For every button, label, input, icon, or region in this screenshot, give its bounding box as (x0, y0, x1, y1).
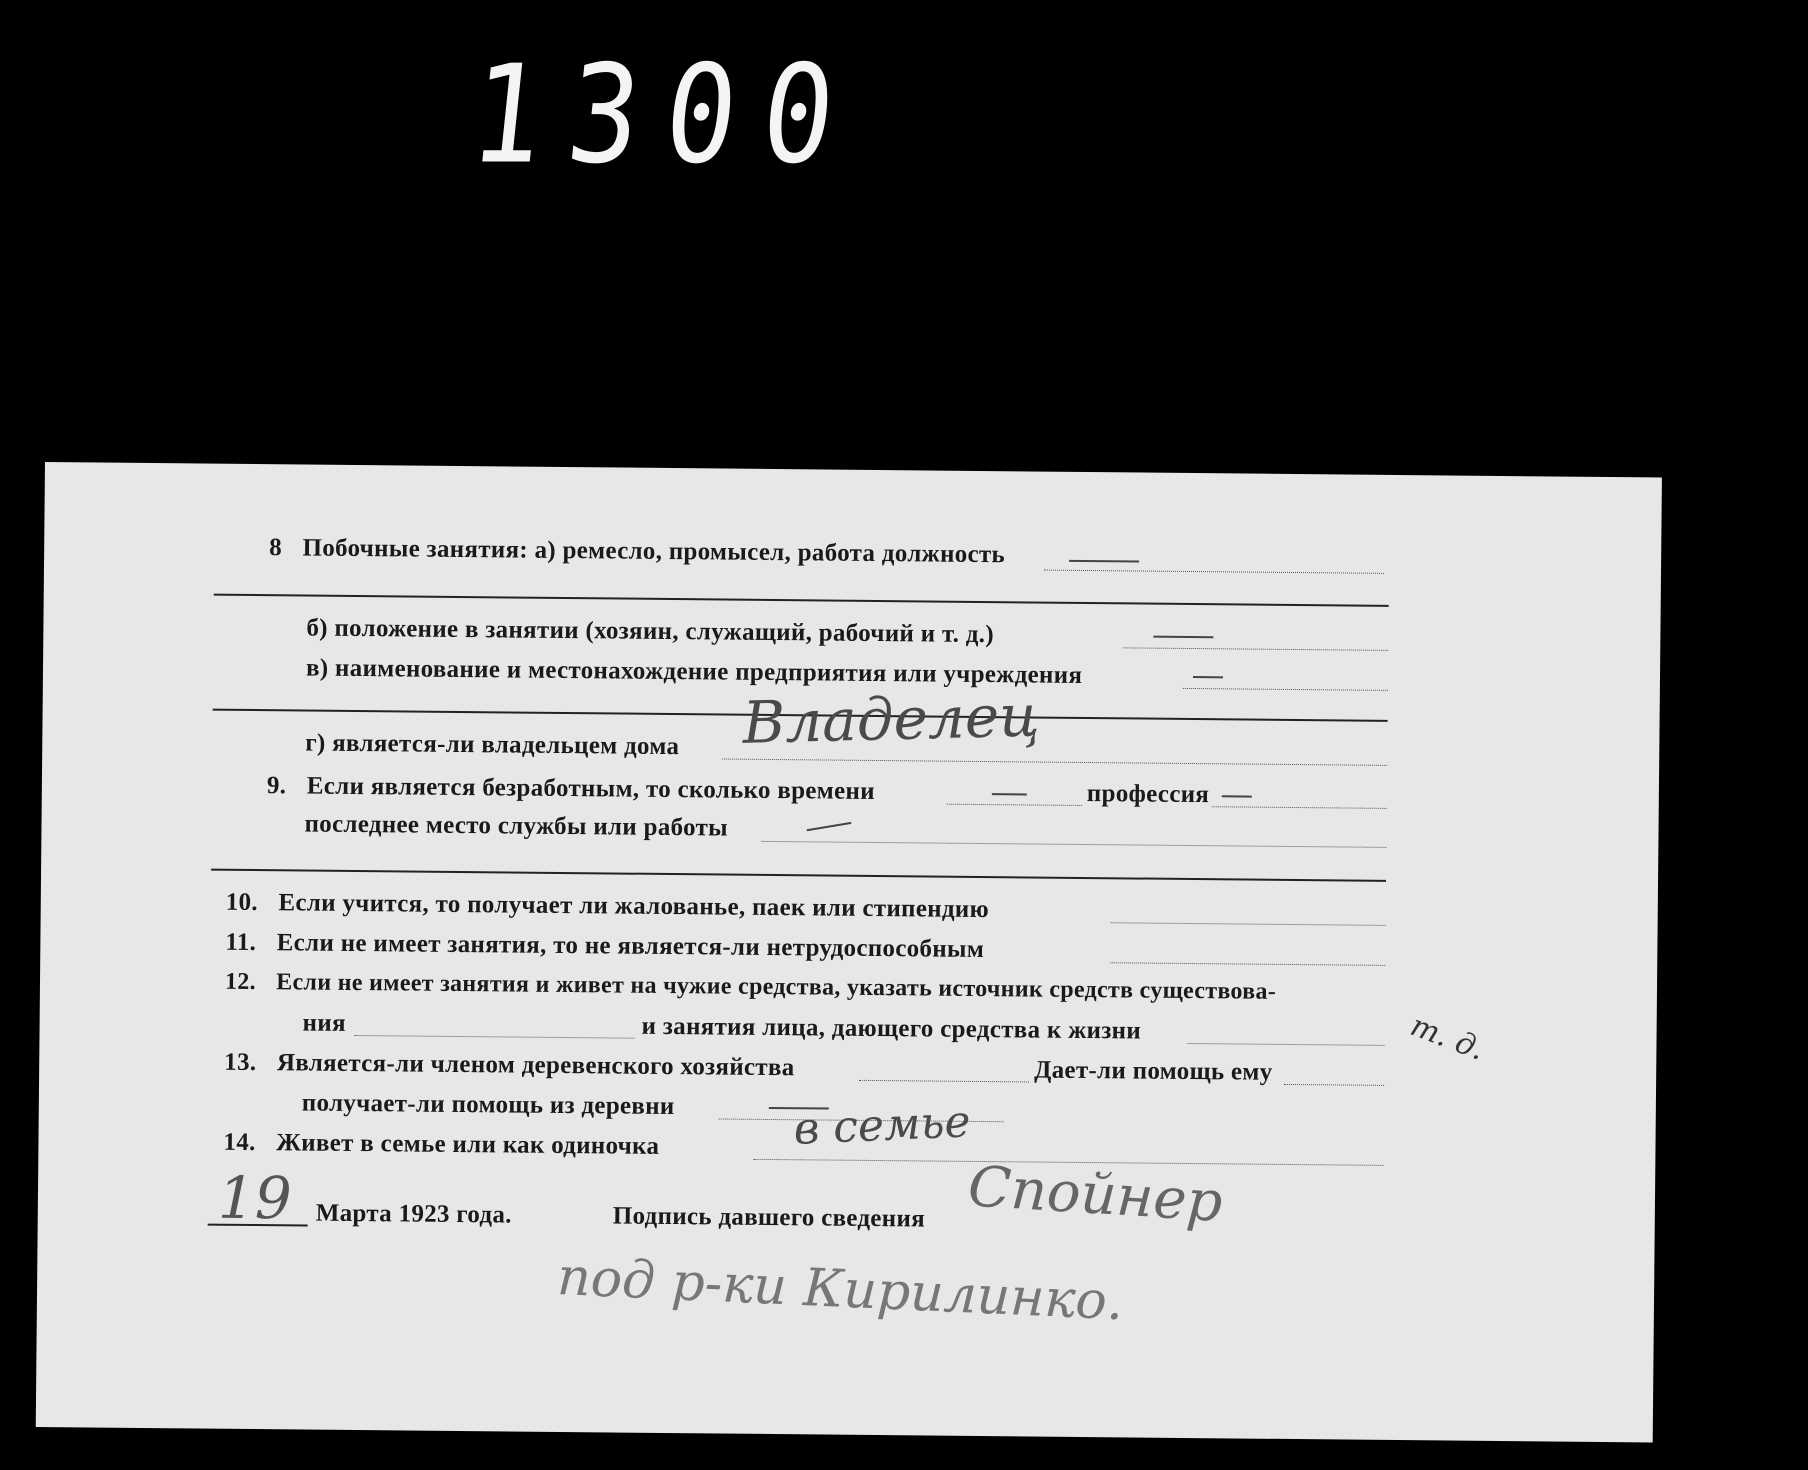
handwritten-margin-note: т. д. (1405, 1008, 1490, 1068)
q13-help-answer-line (1284, 1084, 1384, 1086)
q9-second-rule (211, 869, 1386, 882)
q9-time-dash (992, 793, 1027, 795)
handwritten-family: в семье (792, 1096, 972, 1155)
q13-text: Является-ли членом деревенского хозяйства (276, 1049, 795, 1082)
q10-number: 10. (225, 888, 259, 917)
q9-label (267, 772, 875, 806)
q12-line2-left: ния (302, 1009, 346, 1037)
q8a-text: Побочные занятия: а) ремесло, промысел, работа должность (302, 534, 1006, 569)
signature-label: Подпись давшего сведения (612, 1202, 926, 1233)
q9-last-job-text: последнее место службы или работы (304, 810, 729, 842)
q8a-dash (1069, 560, 1139, 563)
q8a-second-rule (214, 594, 1389, 607)
q9-time-answer-line (947, 804, 1082, 806)
q8d-answer-line (722, 759, 1387, 766)
q14-number: 14. (223, 1128, 256, 1157)
q12-source-answer-line (355, 1035, 635, 1039)
q13-help-label: Дает-ли помощь ему (1034, 1056, 1273, 1086)
q9-profession-label: профессия (1086, 780, 1210, 809)
q13-label (224, 1049, 795, 1082)
q12-number: 12. (224, 968, 257, 996)
q12-text: Если не имеет занятия и живет на чужие средства, указать источник средств существова- (276, 969, 1277, 1005)
q11-answer-line (1110, 962, 1385, 966)
q8b-dash (1153, 636, 1213, 639)
q12-label (225, 969, 1276, 1006)
handwritten-day: 19 (217, 1163, 293, 1233)
q10-text: Если учится, то получает ли жалованье, паек или стипендию (278, 889, 990, 924)
q14-label (223, 1129, 659, 1161)
q9-text: Если является безработным, то сколько времени (306, 772, 876, 805)
handwritten-signature-1: Спойнер (966, 1154, 1225, 1235)
q8-number: 8 (269, 534, 283, 562)
q11-number: 11. (225, 928, 257, 957)
q9-last-job-answer-line (761, 841, 1386, 848)
q12-giver-answer-line (1187, 1043, 1384, 1046)
q13-number: 13. (224, 1048, 257, 1077)
questionnaire-card (36, 462, 1662, 1442)
q8b-text: б) положение в занятии (хозяин, служащий, рабочий и т. д.) (306, 614, 995, 649)
footer-date-text: Марта 1923 года. (315, 1199, 512, 1229)
q11-text: Если не имеет занятия, то не является-ли нетрудоспособным (276, 929, 985, 964)
q8a-answer-line (1044, 570, 1384, 574)
q11-label (225, 929, 984, 964)
q14-text: Живет в семье или как одиночка (276, 1129, 660, 1160)
q13-receive-text: получает-ли помощь из деревни (301, 1089, 675, 1121)
q9-number: 9. (266, 772, 287, 800)
q8c-text: в) наименование и местонахождение предприятия или учреждения (305, 654, 1083, 689)
q10-answer-line (1111, 922, 1386, 926)
q9-profession-dash (1222, 795, 1252, 797)
q13-member-answer-line (859, 1080, 1029, 1083)
handwritten-signature-2: под р-ки Кирилинко. (556, 1247, 1125, 1333)
q8c-dash (1193, 676, 1223, 678)
q8c-answer-line (1183, 688, 1388, 691)
q8-label (269, 534, 1005, 569)
q9-profession-answer-line (1212, 806, 1387, 809)
q10-label (226, 889, 989, 924)
frame-number: 1300 (463, 35, 869, 194)
q8b-answer-line (1123, 647, 1388, 651)
q9-last-job-dash (807, 822, 852, 831)
handwritten-owner: Владелец (741, 681, 1041, 757)
q8d-text: г) является-ли владельцем дома (305, 729, 680, 761)
q12-line2-right: и занятия лица, дающего средства к жизни (641, 1012, 1142, 1045)
